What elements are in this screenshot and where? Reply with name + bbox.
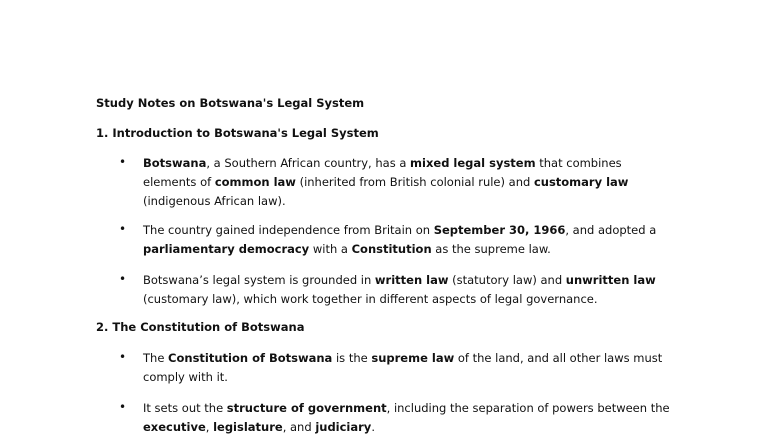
bullet-point: • <box>119 155 127 169</box>
text-run: It sets out the <box>143 401 227 415</box>
text-run: (inherited from British colonial rule) and <box>295 175 534 189</box>
text-run: Botswana’s legal system is grounded in <box>143 273 375 287</box>
text-run: (statutory law) and <box>448 273 566 287</box>
paragraph-mixed-legal-system <box>143 154 673 211</box>
bullet-point: • <box>119 350 127 364</box>
section-heading-introduction: 1. Introduction to Botswana's Legal System <box>96 126 379 140</box>
bullet-point: • <box>119 222 127 236</box>
bold-term: structure of government <box>226 401 387 415</box>
bold-term: judiciary <box>315 420 372 434</box>
paragraph-structure-of-government <box>143 399 673 437</box>
paragraph-written-unwritten-law <box>143 271 673 309</box>
text-run: is the <box>332 351 372 365</box>
text-run: (customary law), which work together in different aspects of legal governance. <box>143 292 598 306</box>
text-run: The country gained independence from Britain on <box>143 223 434 237</box>
text-run: , and adopted a <box>565 223 657 237</box>
bullet-point: • <box>119 272 127 286</box>
text-run: (indigenous African law). <box>143 194 286 208</box>
text-run: , including the separation of powers between the <box>386 401 670 415</box>
paragraph-supreme-law <box>143 349 673 387</box>
bold-term: Botswana <box>143 156 207 170</box>
bold-term: Constitution of Botswana <box>168 351 333 365</box>
bold-term: Constitution <box>351 242 432 256</box>
bold-term: September 30, 1966 <box>433 223 566 237</box>
bold-term: supreme law <box>371 351 455 365</box>
bold-term: mixed legal system <box>410 156 536 170</box>
text-run: that combines elements of <box>143 156 622 189</box>
bold-term: customary law <box>533 175 629 189</box>
bold-term: unwritten law <box>565 273 656 287</box>
text-run: , <box>205 420 214 434</box>
bold-term: executive <box>143 420 206 434</box>
text-run: , a Southern African country, has a <box>206 156 411 170</box>
text-run: The <box>143 351 169 365</box>
text-run: with a <box>309 242 352 256</box>
section-heading-constitution: 2. The Constitution of Botswana <box>96 320 305 334</box>
text-run: . <box>371 420 375 434</box>
paragraph-independence <box>143 221 673 259</box>
bold-term: common law <box>214 175 296 189</box>
document-title: Study Notes on Botswana's Legal System <box>96 96 365 110</box>
text-run: , and <box>282 420 316 434</box>
text-run: as the supreme law. <box>431 242 551 256</box>
bold-term: parliamentary democracy <box>143 242 310 256</box>
bold-term: written law <box>374 273 449 287</box>
bullet-point: • <box>119 400 127 414</box>
text-run: of the land, and all other laws must comply with it. <box>143 351 663 384</box>
bold-term: legislature <box>213 420 283 434</box>
